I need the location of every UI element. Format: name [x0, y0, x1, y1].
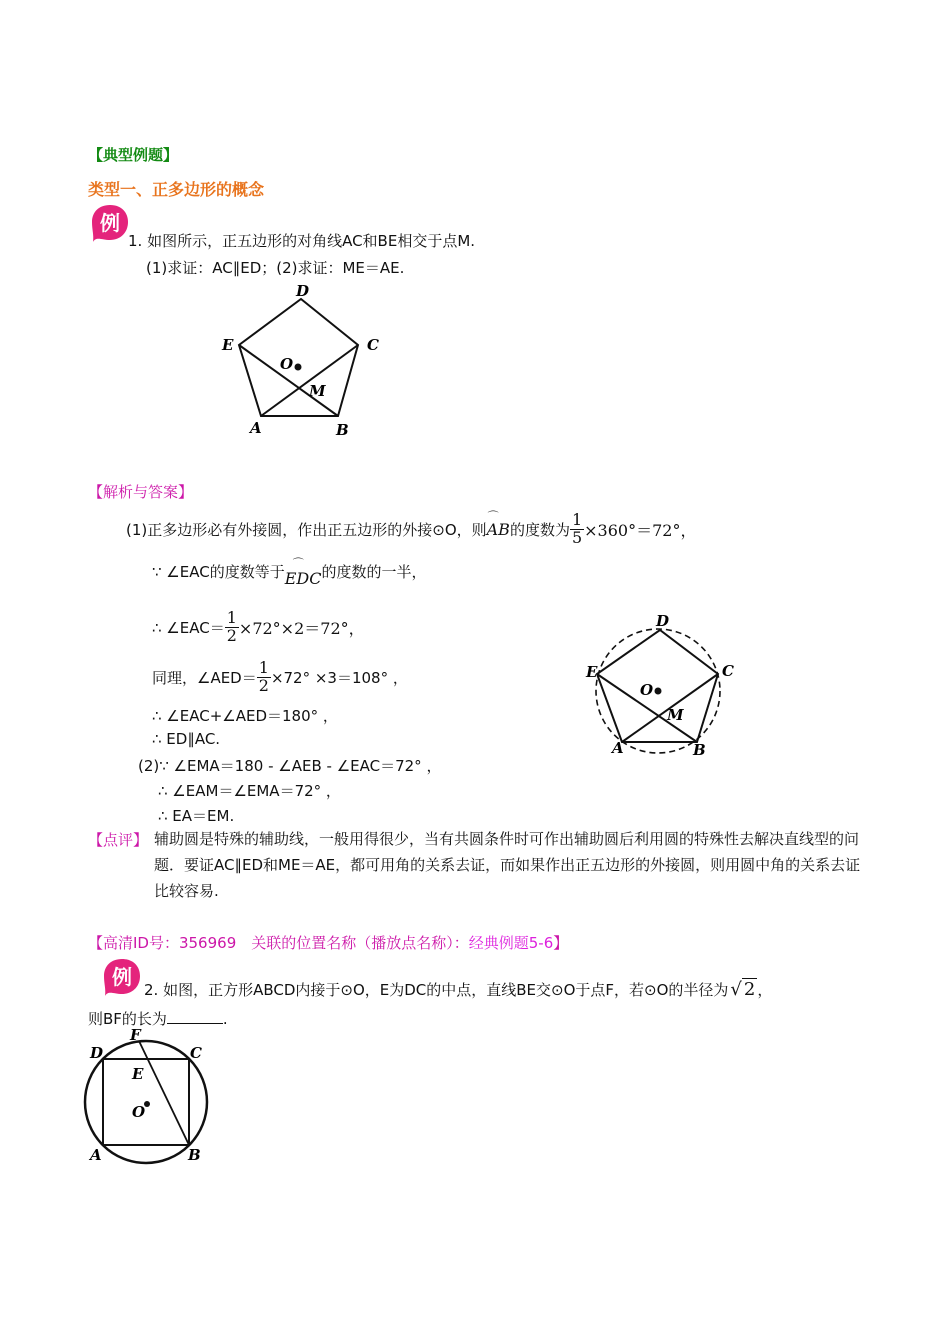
frac-den: 5 [571, 527, 583, 547]
label-d: D [296, 282, 310, 300]
label-f: F [130, 1026, 141, 1044]
ex2-line1-text: 2. 如图，正方形ABCD内接于⊙O，E为DC的中点，直线BE交⊙O于点F，若⊙O的半径为 [144, 980, 729, 999]
comment-text: 辅助圆是特殊的辅助线，一般用得很少，当有共圆条件时可作出辅助圆后利用圆的特殊性去解决直线型的问题．要证AC∥ED和ME＝AE，都可用角的关系去证，而如果作出正五边形的外接圆，则用圆中角的关系去证比较容易. [154, 830, 861, 900]
label-a: A [612, 739, 624, 757]
frac-num: 1 [571, 509, 583, 529]
frac-one-half-2 [257, 657, 271, 695]
ex2-line2-post: . [222, 1010, 228, 1028]
label-o: O [132, 1103, 146, 1121]
hd-id-line [88, 932, 568, 953]
sqrt-value: 2 [743, 978, 756, 1000]
frac-one-half [225, 607, 239, 645]
hd-link[interactable]: 经典例题5-6 [468, 934, 554, 952]
label-m: M [667, 706, 684, 724]
arc-edc-label: EDC [284, 568, 322, 588]
pentagon-circle-figure [580, 608, 750, 764]
sol-line4 [152, 654, 408, 700]
label-a: A [250, 419, 262, 437]
sol-l2-post: 的度数的一半， [321, 562, 427, 581]
line-bf [139, 1041, 189, 1145]
sol-l1-post: ×360°＝72°， [584, 520, 697, 540]
label-a: A [90, 1146, 102, 1164]
hd-text: 【高清ID号：356969 关联的位置名称（播放点名称）： [88, 934, 469, 952]
frac-den: 2 [258, 675, 269, 695]
label-e: E [222, 336, 234, 354]
sol-line6: ∴ ED∥AC. [152, 730, 221, 748]
sol-l4-pre: 同理，∠AED＝ [152, 668, 257, 687]
analysis-title: 【解析与答案】 [88, 483, 194, 501]
label-e: E [132, 1065, 144, 1083]
section-title: 【典型例题】 [88, 146, 179, 164]
sol-l3-post: ×72°×2＝72°， [238, 618, 365, 638]
sol-line9: ∴ EA＝EM. [158, 807, 235, 825]
arc-edc [284, 556, 322, 588]
sol-l4-post: ×72° ×3＝108° ， [270, 668, 408, 687]
sqrt-icon: √ [730, 978, 742, 1000]
sol-l1-pre: (1)正多边形必有外接圆，作出正五边形的外接⊙O，则 [126, 520, 487, 539]
ex1-line1: 1. 如图所示，正五边形的对角线AC和BE相交于点M. [128, 232, 476, 250]
label-e: E [586, 663, 598, 681]
diagonal-ac [261, 345, 358, 416]
pentagon-figure [210, 278, 390, 443]
label-b: B [188, 1146, 201, 1164]
ex2-line1 [144, 972, 772, 1006]
label-c: C [722, 662, 734, 680]
label-b: B [693, 741, 706, 759]
sol-line1 [126, 506, 696, 552]
hd-close: 】 [553, 934, 569, 952]
label-c: C [367, 336, 379, 354]
frac-num: 1 [226, 607, 237, 627]
center-dot [655, 688, 662, 695]
label-d: D [90, 1044, 104, 1062]
sol-l3-pre: ∴ ∠EAC＝ [152, 618, 225, 637]
sol-line2 [152, 556, 426, 586]
square-circle-figure [82, 1024, 222, 1166]
badge-icon [90, 202, 130, 244]
arc-ab-label: AB [486, 519, 510, 539]
arc-symbol-icon: ⌒ [487, 509, 499, 523]
sol-line7: (2)∵ ∠EMA＝180 - ∠AEB - ∠EAC＝72° ， [138, 757, 442, 775]
sol-l1-mid: 的度数为 [509, 520, 570, 539]
sol-l2-pre: ∵ ∠EAC的度数等于 [152, 562, 285, 581]
label-c: C [190, 1044, 202, 1062]
sol-line3 [152, 604, 365, 650]
frac-den: 2 [226, 625, 237, 645]
type1-title: 类型一、正多边形的概念 [88, 180, 265, 199]
label-m: M [309, 382, 326, 400]
arc-ab [486, 509, 510, 539]
sol-line5: ∴ ∠EAC+∠AED＝180° ， [152, 707, 338, 725]
badge-icon [102, 956, 142, 998]
arc-symbol-icon: ⌒ [292, 556, 304, 570]
ex1-line2: (1)求证：AC∥ED；(2)求证：ME＝AE. [146, 259, 405, 277]
label-o: O [280, 355, 294, 373]
ex2-line2-pre: 则BF的长为 [88, 1010, 167, 1028]
badge-label: 例 [112, 965, 132, 989]
ex2-comma: ， [757, 980, 773, 999]
center-dot [295, 364, 302, 371]
frac-num: 1 [258, 657, 269, 677]
comment-label: 【点评】 [88, 831, 149, 849]
example-badge-2 [102, 956, 142, 1002]
example-badge-1 [90, 202, 130, 248]
badge-label: 例 [100, 211, 120, 235]
sol-line8: ∴ ∠EAM＝∠EMA＝72° ， [158, 782, 341, 800]
label-o: O [640, 681, 654, 699]
label-d: D [656, 612, 670, 630]
label-b: B [336, 421, 349, 439]
frac-one-fifth [570, 509, 584, 547]
sqrt-expression [730, 979, 757, 1000]
